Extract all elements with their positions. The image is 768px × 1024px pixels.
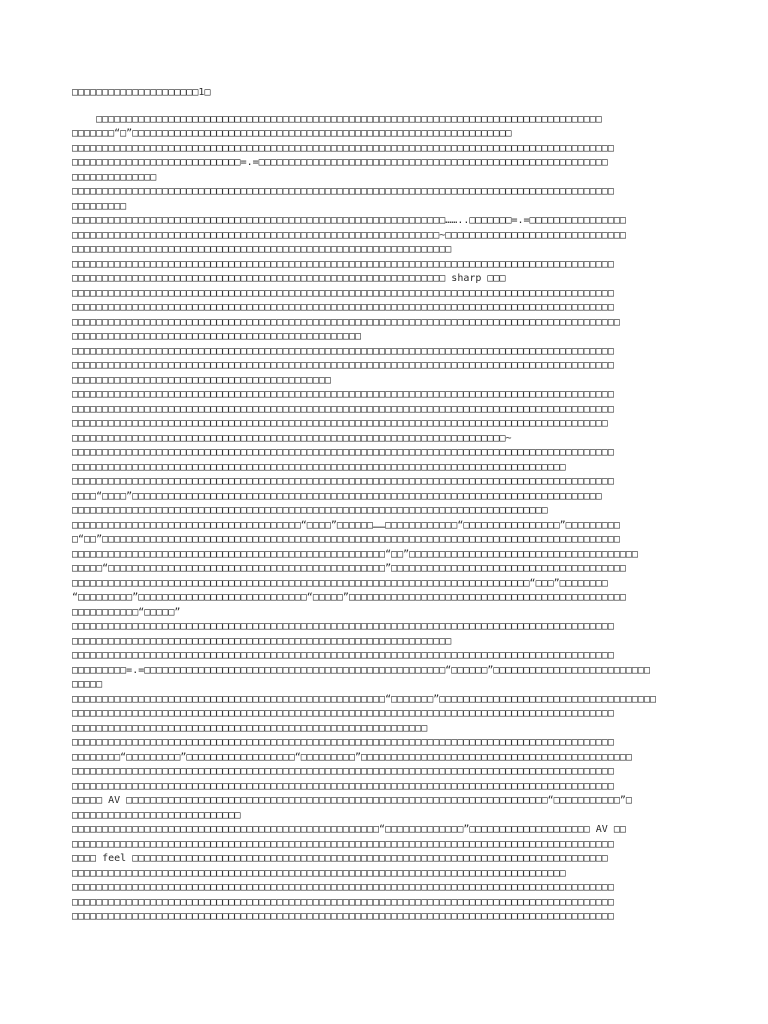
text-line: □□□□□□□□□□□□□□□□□□□□□□□□□□□□□□□□□□□□□□□□□□□□□□□□□□□□□□□□□□□□□□□□□□□□□□□□□□□□□□□□□□□□□□□□□□ <box>72 476 614 487</box>
text-line: □□□□□□□□□□□□□□□□□□□□□□□□□□□□□□□□□□□□□□□□□□□□□□□□□□□□□□□□□□□□□□□□□□□□□□□□□□□□□□□□□□□□□□□□□□ <box>72 911 614 922</box>
document-body <box>72 113 702 925</box>
text-line: □□□□□□□□□□□□□□□□□□□□□□□□□□□□□□□□□□□□□□□□□□□□□□□□□□□□□□□□□□□□□□□□□□□□□□□□□□□□□□□□□□□□□□□□□□ <box>72 882 614 893</box>
text-line: □□□□□□□□□□□□□□□□□□□□□□□□□□□□□□□□□□□□□□□□□□□□□□□□□□□□□□□□□□□□□□□□□□□□□□□□□□□□□□□□□□ <box>72 461 566 473</box>
text-line: □□□□□□□□□□□□□□□□□□□□□□□□□□□□□□□□□□□□□□□□□□□□□□□□□□□□□□□□□□□ <box>72 722 428 734</box>
text-line: □□□□□□□□□□□□□□ <box>72 171 157 183</box>
text-line: □□□□□ AV □□□□□□□□□□□□□□□□□□□□□□□□□□□□□□□□□□□□□□□□□□□□□□□□□□□□□□□□□□□□□□□□□□□□□□“□□□□□□□□□□□”□ <box>72 795 632 806</box>
text-line: □□□□□□□□□□□□□□□□□□□□□□□□□□□□□□□□□□□□□□□□□□□□□□□□□□□□□□□□□□□□□□□□□□□□□□□□□□□□□□□□□□□□□□□□□□ <box>72 650 614 661</box>
text-line: □□□□□□□□□□□□□□□□□□□□□□□□□□□□□□□□□□□□□□□□□□□□□□□□□□□□“□□”□□□□□□□□□□□□□□□□□□□□□□□□□□□□□□□□□□□□□□ <box>72 548 638 560</box>
text-line: □□□□□□□□□□□□□□□□□□□□□□□□□□□□□□□□□□□□□□□□□□□□□□□□□□□□□□□□□□□□□□□□□□□□□□□□□□□□□□□□□□□□□□□□□□ <box>72 403 614 415</box>
text-line: □□□□□□□“□”□□□□□□□□□□□□□□□□□□□□□□□□□□□□□□□□□□□□□□□□□□□□□□□□□□□□□□□□□□□□□□□ <box>72 128 512 139</box>
text-line: □“□□”□□□□□□□□□□□□□□□□□□□□□□□□□□□□□□□□□□□□□□□□□□□□□□□□□□□□□□□□□□□□□□□□□□□□□□□□□□□□□□□□□□□□□□ <box>72 534 620 545</box>
text-line: □□□□□□□□□□□□□□□□□□□□□□□□□□□□□□□□□□□□□□□□□□□□□□□□□□□□□□□□□□□□□□□□□□□□□□□□□□□□□□□□□□□□□□□□□□ <box>72 142 614 154</box>
text-line: □□□□□□□□“□□□□□□□□□”□□□□□□□□□□□□□□□□□□“□□□□□□□□□”□□□□□□□□□□□□□□□□□□□□□□□□□□□□□□□□□□□□□□□□□□□□□ <box>72 751 632 763</box>
text-line: □□□□□□□□□□□□□□□□□□□□□□□□□□□□□□□□□□□□□□□□□□□□□□□□□□□□□□□□□□□□□□□ <box>72 635 452 647</box>
text-line: “□□□□□□□□□”□□□□□□□□□□□□□□□□□□□□□□□□□□□□“□□□□□”□□□□□□□□□□□□□□□□□□□□□□□□□□□□□□□□□□□□□□□□□□□□□□ <box>72 592 626 603</box>
text-line: □□□□□□□□□□□□□□□□□□□□□□□□□□□□□□□□□□□□□□□□□□□□□□□□ <box>72 331 361 342</box>
text-line: □□□□□□□□□□□□□□□□□□□□□□□□□□□□□□□□□□□□□□□□□□□□□□□□□□□□□□□□□□□□□□□□□□□□□□□□□□□□□□□ <box>72 505 548 516</box>
text-line: □□□□□□□□□□□□□□□□□□□□□□□□□□□□□□□□□□□□□□□□□□□□□□□□□□□□□□□□□□□□□□□□□□□□□□□□~ <box>72 432 512 444</box>
text-line: □□□□□□□□□□□□□□□□□□□□□□□□□□□□□□□□□□□□□□□□□□□□□□□□□□□□□□□□□□□□□□□□□□□□□□□□□□□□“□□□”□□□□□□□□ <box>72 577 608 589</box>
text-line: □□□□ feel □□□□□□□□□□□□□□□□□□□□□□□□□□□□□□□□□□□□□□□□□□□□□□□□□□□□□□□□□□□□□□□□□□□□□□□□□□□□□□□ <box>72 853 608 864</box>
text-line: □□□□□□□□□□□□□□□□□□□□□□□□□□□□□□□□□□□□□□□□□□□□□□□□□□□□□□□□□□□□□□□□□□□□□□□□□□□□□□□□□□□□□□□□□□ <box>72 737 614 748</box>
text-line: □□□□□□□□□□□□□□□□□□□□□□□□□□□□□□□□□□□□□□□□□□□□□□□□□□□□□□□□□□□□□□□□□□□□□□□□□□□□□□□□□□□□□□□□□□ <box>72 447 614 458</box>
text-line: □□□□□□□□□□□□□□□□□□□□□□□□□□□□□□□□□□□□□□□□□□□□□□□□□□□“□□□□□□□□□□□□□”□□□□□□□□□□□□□□□□□□□□ AV □□ <box>72 824 626 835</box>
text-line: □□□□□□□□□□□□□□□□□□□□□□□□□□□□□□□□□□□□□□□□□□□□□□□□□□□□□□□□□□□□□□□□□□□□□□□□□□□□□□□□□□□□□□□□□□ <box>72 708 614 719</box>
text-line: □□□□□□□□□□□□□□□□□□□□□□□□□□□□□□□□□□□□□□□□□□□□□□□□□□□□□□□□□□□□□□□□□□□□□□□□□□□□□□□□□□□□□□□□□□ <box>72 287 614 299</box>
text-line: □□□□□□□□□□□□□□□□□□□□□□□□□□□□□□□□□□□□□□□□□□□□□□□□□□□□□□□□□□□□□□□□□□□□□□□□□□□□□□□□□□□□□□□□□□ <box>72 766 614 777</box>
text-line: □□□□□□□□□□□□□□□□□□□□□□□□□□□□□□□□□□□□□□□□□□□□□□□□□□□□□□□□□□□□□□□□□□□□□□□□□□□□□□□□□□□□□□□□□□ <box>72 258 614 270</box>
text-line: □□□□□“□□□□□□□□□□□□□□□□□□□□□□□□□□□□□□□□□□□□□□□□□□□□□□”□□□□□□□□□□□□□□□□□□□□□□□□□□□□□□□□□□□□□□□ <box>72 563 626 574</box>
text-line: □□□□□□□□□□□□□□□□□□□□□□□□□□□□□□□□□□□□□□“□□□□”□□□□□□……□□□□□□□□□□□□“□□□□□□□□□□□□□□□□”□□□□□□□□□ <box>72 519 620 531</box>
text-line: □□□□□□□□□□□□□□□□□□□□□□□□□□□□□□□□□□□□□□□□□□□□□□□□□□□□□□□□□□□□□□□ <box>72 244 452 255</box>
text-line: □□□□“□□□□”□□□□□□□□□□□□□□□□□□□□□□□□□□□□□□□□□□□□□□□□□□□□□□□□□□□□□□□□□□□□□□□□□□□□□□□□□□□□□□ <box>72 490 602 502</box>
text-line: □□□□□□□□□□□“□□□□□” <box>72 606 181 618</box>
text-line: □□□□□□□□□□□□□□□□□□□□□□□□□□□□□□□□□□□□□□□□□□□□□□□□□□□□□□□□□□□□□□□□□□□□□□□□□□□□□□□□□□□□□□□□□□ <box>72 345 614 357</box>
text-line: □□□□□□□□□□□□□□□□□□□□□□□□□□□□□□□□□□□□□□□□□□□□□□□□□□□□□□□□□□□□□□□□□□□□□□□□□□□□□□□□□□□□□□□□□□ <box>72 621 614 632</box>
document-title: □□□□□□□□□□□□□□□□□□□□□1□ <box>72 87 211 98</box>
text-line: □□□□□□□□□□□□□□□□□□□□□□□□□□□□□□□□□□□□□□□□□□□□□□□□□□□□“□□□□□□□”□□□□□□□□□□□□□□□□□□□□□□□□□□□□□□□□□□□□ <box>72 693 656 705</box>
text-line: □□□□□□□□□□□□□□□□□□□□□□□□□□□□□□□□□□□□□□□□□□□□□□□□□□□□□□□□□□□□□□□□□□□□□□□□□□□□□□□□□□□□□□□□□□ <box>72 302 614 313</box>
text-line: □□□□□ <box>72 679 103 690</box>
text-line: □□□□□□□□□□□□□□□□□□□□□□□□□□□□□□□□□□□□□□□□□□□□□□□□□□□□□□□□□□□□□□□□□□□□□□□□□□□□□□□□□□□□□□□□□□ <box>72 838 614 850</box>
document-page <box>72 86 702 925</box>
text-line: □□□□□□□□□□□□□□□□□□□□□□□□□□□□□□□□□□□□□□□□□□□□□□□□□□□□□□□□□□□□□~□□□□□□□□□□□□□□□□□□□□□□□□□□□□□□ <box>72 229 626 241</box>
text-line: □□□□□□□□□□□□□□□□□□□□□□□□□□□□=.=□□□□□□□□□□□□□□□□□□□□□□□□□□□□□□□□□□□□□□□□□□□□□□□□□□□□□□□□□□ <box>72 157 608 168</box>
text-line: □□□□□□□□□ <box>72 200 127 212</box>
text-line: □□□□□□□□□□□□□□□□□□□□□□□□□□□□□□□□□□□□□□□□□□□□□□□□□□□□□□□□□□□□□□□□□□□□□□□□□□□□□□□□□□□□ <box>72 113 602 125</box>
text-line: □□□□□□□□□□□□□□□□□□□□□□□□□□□□□□□□□□□□□□□□□□□□□□□□□□□□□□□□□□□□□□□□□□□□□□□□□□□□□□□□□□□□□□□□□□ <box>72 186 614 197</box>
text-line: □□□□□□□□□□□□□□□□□□□□□□□□□□□□□□□□□□□□□□□□□□□□□□□□□□□□□□□□□□□□□□□□□□□□□□□□□□□□□□□□□□□□□□□□□□ <box>72 896 614 908</box>
text-line: □□□□□□□□□□□□□□□□□□□□□□□□□□□□□□□□□□□□□□□□□□□□□□□□□□□□□□□□□□□□□□□□□□□□□□□□□□□□□□□□□□ <box>72 867 566 879</box>
text-line: □□□□□□□□□□□□□□□□□□□□□□□□□□□□□□□□□□□□□□□□□□□□□□□□□□□□□□□□□□□□□□□□□□□□□□□□□□□□□□□□□□□□□□□□□ <box>72 418 608 429</box>
text-line: □□□□□□□□□□□□□□□□□□□□□□□□□□□□□□□□□□□□□□□□□□□□□□□□□□□□□□□□□□□□□□□□□□□□□□□□□□□□□□□□□□□□□□□□□□□ <box>72 316 620 328</box>
text-line: □□□□□□□□□□□□□□□□□□□□□□□□□□□□□□□□□□□□□□□□□□□□□□□□□□□□□□□□□□□□□□□□□□□□□□□□□□□□□□□□□□□□□□□□□□ <box>72 389 614 400</box>
text-line: □□□□□□□□□□□□□□□□□□□□□□□□□□□□□□□□□□□□□□□□□□□□□□□□□□□□□□□□□□□□□□ sharp □□□ <box>72 273 506 284</box>
text-line: □□□□□□□□□□□□□□□□□□□□□□□□□□□□□□□□□□□□□□□□□□□□□□□□□□□□□□□□□□□□□□□□□□□□□□□□□□□□□□□□□□□□□□□□□□ <box>72 360 614 371</box>
text-line: □□□□□□□□□□□□□□□□□□□□□□□□□□□□ <box>72 809 241 821</box>
text-line: □□□□□□□□□□□□□□□□□□□□□□□□□□□□□□□□□□□□□□□□□□□□□□□□□□□□□□□□□□□□□□……..□□□□□□□=.=□□□□□□□□□□□□□□□□ <box>72 215 626 226</box>
text-line: □□□□□□□□□=.=□□□□□□□□□□□□□□□□□□□□□□□□□□□□□□□□□□□□□□□□□□□□□□□□□□“□□□□□□”□□□□□□□□□□□□□□□□□□□□□□□□□□ <box>72 664 650 676</box>
text-line: □□□□□□□□□□□□□□□□□□□□□□□□□□□□□□□□□□□□□□□□□□□□□□□□□□□□□□□□□□□□□□□□□□□□□□□□□□□□□□□□□□□□□□□□□□ <box>72 780 614 792</box>
text-line: □□□□□□□□□□□□□□□□□□□□□□□□□□□□□□□□□□□□□□□□□□□ <box>72 374 331 386</box>
